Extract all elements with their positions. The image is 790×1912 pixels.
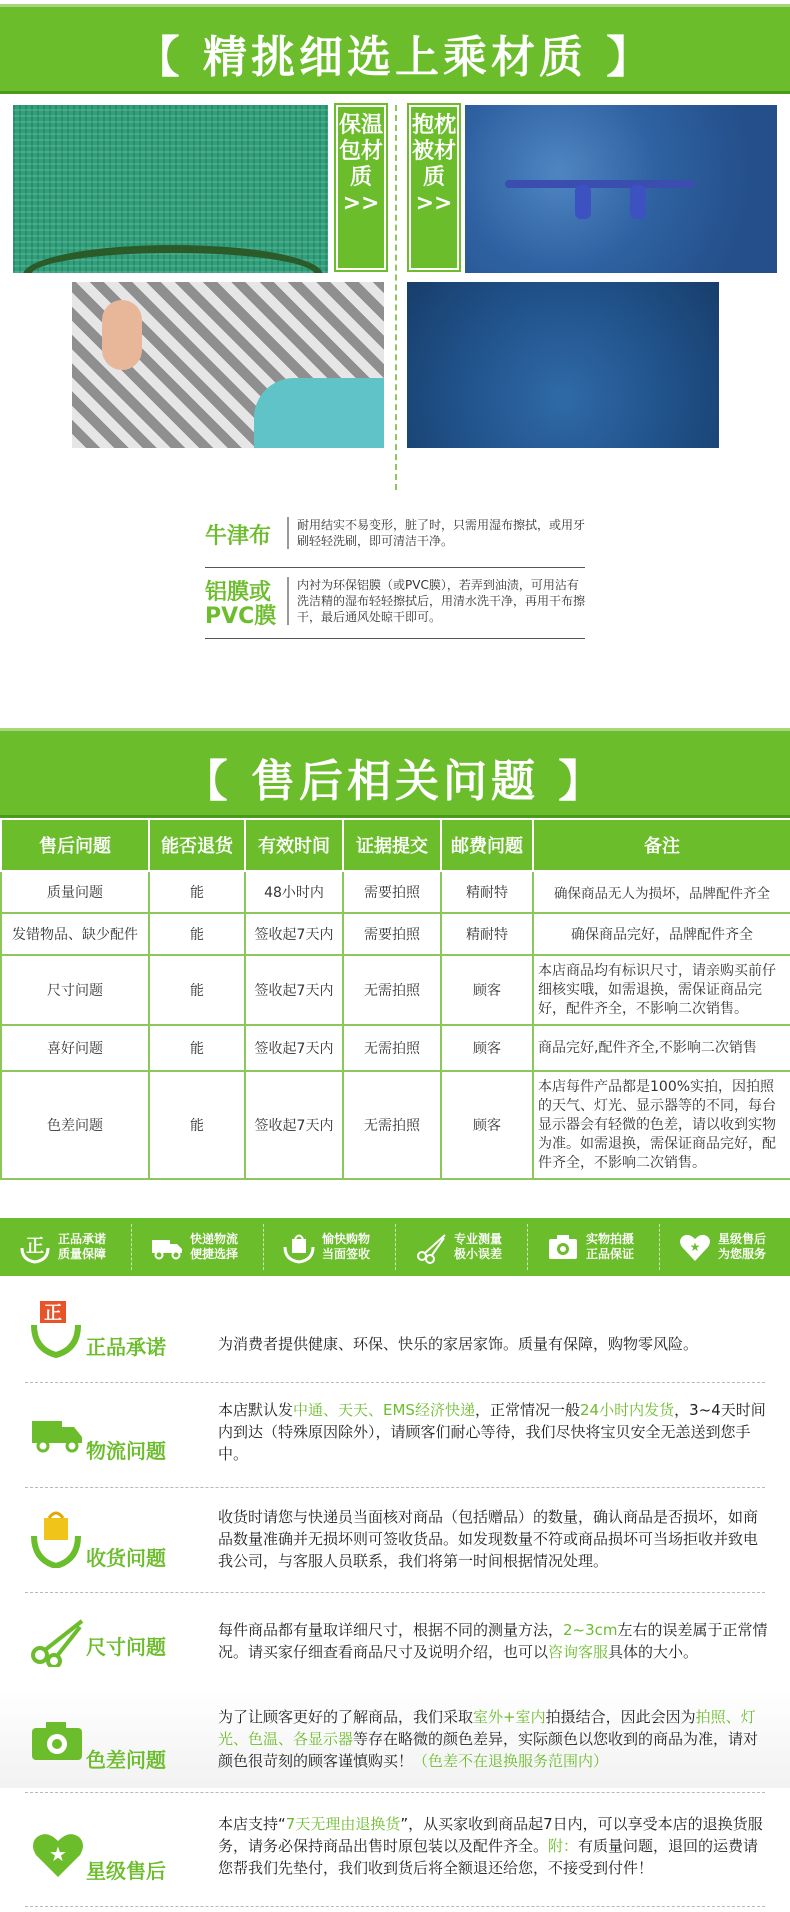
zipper-image <box>505 180 695 188</box>
table-cell: 需要拍照 <box>343 913 441 955</box>
camera-icon <box>546 1230 580 1264</box>
strip-label: 实物拍摄 <box>586 1232 635 1246</box>
service-divider <box>25 1487 765 1488</box>
strip-label: 星级售后 <box>718 1232 767 1246</box>
strip-item-shopping <box>264 1218 395 1276</box>
table-header-cell: 备注 <box>533 819 790 871</box>
tape-roll-image <box>23 245 323 273</box>
svg-text:★: ★ <box>49 1842 67 1866</box>
table-cell: 喜好问题 <box>1 1025 149 1071</box>
heart-star-icon <box>678 1230 712 1264</box>
table-header-cell: 邮费问题 <box>441 819 533 871</box>
table-cell: 顾客 <box>441 955 533 1025</box>
bag-icon <box>282 1230 316 1264</box>
table-cell: 能 <box>149 1071 245 1179</box>
table-cell: 商品完好,配件齐全,不影响二次销售 <box>533 1025 790 1071</box>
plush-fabric-photo <box>465 105 777 273</box>
strip-label: 愉快购物 <box>322 1232 371 1246</box>
materials-divider <box>395 105 397 490</box>
fleece-fabric-photo <box>407 282 719 448</box>
table-cell: 48小时内 <box>245 871 343 913</box>
zipper-puller-image <box>575 185 591 219</box>
material-divider <box>205 638 585 639</box>
table-cell: 签收起7天内 <box>245 1071 343 1179</box>
table-row <box>1 1071 790 1179</box>
service-text <box>218 1706 770 1772</box>
text-segment: 拍摄结合，因此会因为 <box>545 1708 696 1726</box>
material-name: 铝膜或PVC膜 <box>205 580 277 629</box>
service-divider <box>25 1792 765 1793</box>
strip-label: 专业测量 <box>454 1232 503 1246</box>
table-cell: 签收起7天内 <box>245 1025 343 1071</box>
highlight-text: 7天无理由退换货 <box>285 1815 401 1833</box>
service-title: 收货问题 <box>86 1546 166 1570</box>
table-cell: 色差问题 <box>1 1071 149 1179</box>
aftersale-table <box>0 818 790 1180</box>
table-cell: 能 <box>149 955 245 1025</box>
service-color <box>0 1688 790 1788</box>
table-cell: 质量问题 <box>1 871 149 913</box>
service-size <box>0 1595 790 1685</box>
strip-item-aftersale <box>660 1218 790 1276</box>
heart-star-icon <box>30 1829 80 1885</box>
strip-item-genuine <box>0 1218 131 1276</box>
service-title: 物流问题 <box>86 1439 166 1463</box>
foil-lining-photo <box>72 282 384 448</box>
highlight-text: 2~3cm <box>563 1621 618 1639</box>
table-header-cell: 能否退货 <box>149 819 245 871</box>
material-desc: 内衬为环保铝膜（或PVC膜），若弄到油渍，可用沾有洗洁精的湿布轻轻擦拭后，用清水洗干净，再用干布擦干，最后通风处晾干即可。 <box>287 577 587 625</box>
oxford-fabric-photo <box>13 105 328 273</box>
bag-icon <box>30 1508 80 1564</box>
table-cell: 发错物品、缺少配件 <box>1 913 149 955</box>
table-cell: 需要拍照 <box>343 871 441 913</box>
finger-image <box>102 300 142 370</box>
text-segment: 等存在略微的颜色差异，实际颜色以您收到的商品为准，请对颜色很苛刻的顾客谨慎购买！ <box>218 1730 759 1770</box>
truck-icon <box>150 1230 184 1264</box>
table-cell: 本店每件产品都是100%实拍，因拍照的天气、灯光、显示器等的不同，每台显示器会有轻微的色差，请以收到实物为准。如需退换，需保证商品完好，配件齐全，不影响二次销售。 <box>533 1071 790 1179</box>
highlight-text: 中通、天天、EMS经济快递 <box>293 1401 475 1419</box>
table-header-row <box>1 819 790 871</box>
service-genuine <box>0 1285 790 1385</box>
zheng-icon <box>18 1230 52 1264</box>
material-desc: 耐用结实不易变形，脏了时，只需用湿布擦拭，或用牙刷轻轻洗刷，即可清洁干净。 <box>287 517 587 549</box>
scissors-icon <box>414 1230 448 1264</box>
service-title: 正品承诺 <box>86 1335 166 1359</box>
table-cell: 无需拍照 <box>343 1025 441 1071</box>
table-cell: 顾客 <box>441 1025 533 1071</box>
strip-label: 快递物流 <box>190 1232 239 1246</box>
strip-label: 正品保证 <box>586 1247 635 1261</box>
text-segment: ，正常情况一般 <box>474 1401 580 1419</box>
materials-banner <box>0 4 790 94</box>
text-segment: ”，从买家收到商品起7日内，可以享受本店的退换货服务，请务必保持商品出售时原包装以及配件齐全。 <box>218 1815 763 1855</box>
teal-plush-image <box>254 378 384 448</box>
service-text <box>218 1399 770 1465</box>
highlight-text: 室外+室内 <box>473 1708 546 1726</box>
service-title: 尺寸问题 <box>86 1635 166 1659</box>
table-row <box>1 913 790 955</box>
text-segment: 为了让顾客更好的了解商品，我们采取 <box>218 1708 474 1726</box>
strip-label: 便捷选择 <box>190 1247 239 1261</box>
service-aftersale <box>0 1795 790 1905</box>
service-text: 收货时请您与快递员当面核对商品（包括赠品）的数量，确认商品是否损坏，如商品数量准确并无损坏则可签收货品。如发现数量不符或商品损坏可当场拒收并致电我公司，与客服人员联系，我们将第一时间根据情况处理。 <box>218 1508 759 1570</box>
text-segment: 本店支持“ <box>218 1815 286 1833</box>
table-cell: 无需拍照 <box>343 955 441 1025</box>
table-cell: 确保商品无人为损坏，品牌配件齐全 <box>533 871 790 913</box>
highlight-text: （色差不在退换服务范围内） <box>413 1752 609 1770</box>
highlight-text: 拍照、灯光、色温、各显示器 <box>218 1708 756 1748</box>
highlight-text: 咨询客服 <box>548 1643 609 1661</box>
material-oxford <box>205 515 585 565</box>
table-header-cell: 证据提交 <box>343 819 441 871</box>
materials-banner-title: 【 精挑细选上乘材质 】 <box>135 32 655 83</box>
strip-item-logistics <box>132 1218 263 1276</box>
service-divider <box>25 1906 765 1907</box>
service-divider <box>25 1382 765 1383</box>
strip-item-photo <box>528 1218 659 1276</box>
table-cell: 确保商品完好，品牌配件齐全 <box>533 913 790 955</box>
service-receipt <box>0 1490 790 1590</box>
table-cell: 能 <box>149 871 245 913</box>
table-cell: 本店商品均有标识尺寸，请亲购买前仔细核实哦，如需退换，需保证商品完好，配件齐全，不影响二次销售。 <box>533 955 790 1025</box>
material-name: 牛津布 <box>205 524 272 549</box>
svg-text:正: 正 <box>44 1303 62 1324</box>
text-segment: ，3~4天时间内到达（特殊原因除外），请顾客们耐心等待，我们尽快将宝贝安全无恙送到您手中。 <box>218 1401 766 1463</box>
text-segment: 每件商品都有量取详细尺寸，根据不同的测量方法， <box>218 1621 564 1639</box>
text-segment: 有质量问题，退回的运费请您帮我们先垫付，我们收到货后将全额退还给您，不接受到付件！ <box>218 1837 759 1877</box>
aftersale-banner <box>0 728 790 818</box>
table-header-cell: 售后问题 <box>1 819 149 871</box>
material-divider <box>205 567 585 568</box>
strip-label: 极小误差 <box>454 1247 503 1261</box>
text-segment: 左右的误差属于正常情况。请买家仔细查看商品尺寸及说明介绍，也可以 <box>218 1621 768 1661</box>
svg-text:★: ★ <box>689 1240 701 1254</box>
table-row <box>1 871 790 913</box>
table-cell: 能 <box>149 913 245 955</box>
strip-item-measure <box>396 1218 527 1276</box>
text-segment: 本店默认发 <box>218 1401 294 1419</box>
table-row <box>1 1025 790 1071</box>
table-cell: 签收起7天内 <box>245 955 343 1025</box>
table-cell: 尺寸问题 <box>1 955 149 1025</box>
scissors-icon <box>30 1617 80 1673</box>
left-material-label: 保温包材质>> <box>336 105 386 270</box>
table-cell: 顾客 <box>441 1071 533 1179</box>
strip-label: 正品承诺 <box>58 1232 107 1246</box>
highlight-text: 24小时内发货 <box>579 1401 675 1419</box>
service-title: 星级售后 <box>86 1859 166 1883</box>
service-title: 色差问题 <box>86 1748 166 1772</box>
table-cell: 精耐特 <box>441 913 533 955</box>
service-text <box>218 1813 770 1879</box>
service-divider <box>25 1592 765 1593</box>
table-row <box>1 955 790 1025</box>
service-logistics <box>0 1385 790 1485</box>
zipper-puller-image <box>630 185 646 219</box>
strip-label: 为您服务 <box>718 1247 767 1261</box>
genuine-icon <box>30 1299 80 1355</box>
text-segment: 具体的大小。 <box>608 1643 699 1661</box>
table-header-cell: 有效时间 <box>245 819 343 871</box>
table-cell: 无需拍照 <box>343 1071 441 1179</box>
table-cell: 签收起7天内 <box>245 913 343 955</box>
strip-label: 当面签收 <box>322 1247 371 1261</box>
table-cell: 能 <box>149 1025 245 1071</box>
aftersale-banner-title: 【 售后相关问题 】 <box>183 756 607 807</box>
camera-icon <box>30 1718 80 1774</box>
strip-label: 质量保障 <box>58 1247 107 1261</box>
truck-icon <box>30 1415 80 1471</box>
table-cell: 精耐特 <box>441 871 533 913</box>
service-icon-strip <box>0 1218 790 1276</box>
service-text: 为消费者提供健康、环保、快乐的家居家饰。质量有保障，购物零风险。 <box>218 1335 699 1353</box>
material-foil <box>205 575 585 635</box>
highlight-text: 附： <box>548 1837 579 1855</box>
svg-text:正: 正 <box>26 1236 44 1257</box>
service-text <box>218 1619 770 1663</box>
right-material-label: 抱枕被材质>> <box>409 105 459 270</box>
